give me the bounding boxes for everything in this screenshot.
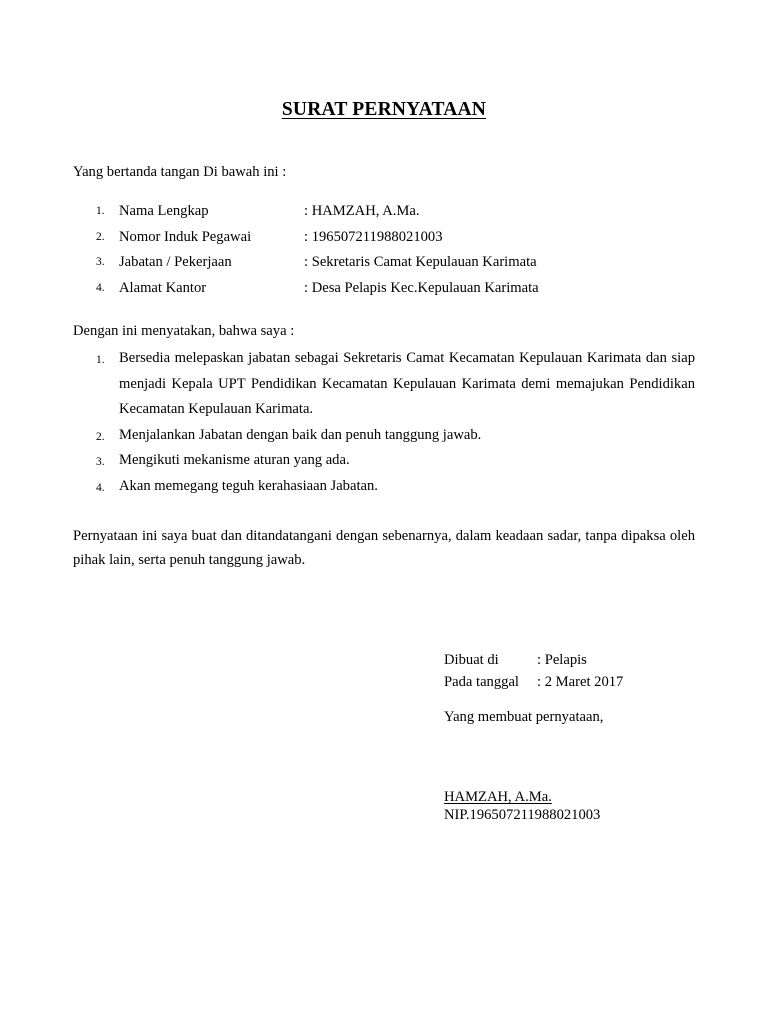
identity-value: : Desa Pelapis Kec.Kepulauan Karimata xyxy=(304,279,539,296)
declaration-text: Bersedia melepaskan jabatan sebagai Sekretaris Camat Kecamatan Kepulauan Karimata dan siap menjadi Kepala UPT Pendidikan Kecamatan Kepulauan Karimata demi memajukan Pendidikan Kecamatan Kepulauan Karimata. xyxy=(119,350,695,417)
declaration-item xyxy=(73,474,695,500)
declaration-text: Menjalankan Jabatan dengan baik dan penuh tanggung jawab. xyxy=(119,426,482,443)
identity-label: Jabatan / Pekerjaan xyxy=(119,254,232,270)
identity-label: Nomor Induk Pegawai xyxy=(119,228,252,245)
list-number: 2. xyxy=(96,230,105,243)
intro-text: Yang bertanda tangan Di bawah ini : xyxy=(73,164,287,180)
declaration-list xyxy=(73,346,695,499)
identity-value: : HAMZAH, A.Ma. xyxy=(304,203,420,219)
list-number: 3. xyxy=(96,256,105,268)
declaration-item xyxy=(73,423,695,449)
identity-value: : Sekretaris Camat Kepulauan Karimata xyxy=(304,254,537,270)
identity-row-name xyxy=(73,203,713,229)
document-title: SURAT PERNYATAAN xyxy=(281,99,487,120)
declaration-item xyxy=(73,448,695,474)
identity-label: Nama Lengkap xyxy=(119,203,209,219)
identity-row-nip xyxy=(73,229,713,255)
place-row xyxy=(444,652,734,674)
list-number: 1. xyxy=(96,354,105,366)
date-label: Pada tanggal xyxy=(444,674,519,690)
place-value: : Pelapis xyxy=(537,652,587,668)
identity-label: Alamat Kantor xyxy=(119,279,207,296)
signature-maker-label: Yang membuat pernyataan, xyxy=(444,709,604,725)
list-number: 4. xyxy=(96,481,105,494)
signer-name: HAMZAH, A.Ma. xyxy=(444,789,552,805)
date-value: : 2 Maret 2017 xyxy=(537,674,624,690)
declaration-intro: Dengan ini menyatakan, bahwa saya : xyxy=(73,323,295,339)
declaration-text: Mengikuti mekanisme aturan yang ada. xyxy=(119,452,350,468)
list-number: 1. xyxy=(96,205,105,217)
identity-value: : 196507211988021003 xyxy=(304,228,443,245)
declaration-item xyxy=(73,346,695,423)
place-label: Dibuat di xyxy=(444,652,499,668)
identity-row-position xyxy=(73,254,713,280)
identity-list xyxy=(73,203,713,305)
closing-statement: Pernyataan ini saya buat dan ditandatangani dengan sebenarnya, dalam keadaan sadar, tanpa dipaksa oleh pihak lain, serta penuh tanggung jawab. xyxy=(73,528,695,568)
identity-row-address xyxy=(73,280,713,306)
date-row xyxy=(444,674,734,696)
list-number: 3. xyxy=(96,456,105,468)
list-number: 4. xyxy=(96,281,105,294)
signer-nip: NIP.196507211988021003 xyxy=(444,807,601,823)
signature-place-date xyxy=(444,652,734,696)
declaration-text: Akan memegang teguh kerahasiaan Jabatan. xyxy=(119,477,378,494)
list-number: 2. xyxy=(96,430,105,443)
